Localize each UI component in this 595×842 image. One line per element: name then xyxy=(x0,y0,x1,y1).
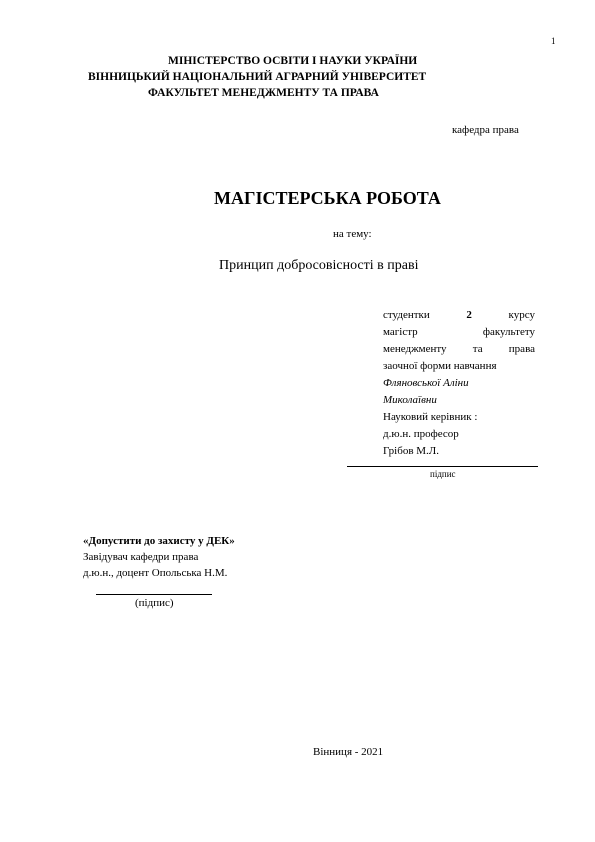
department-name: кафедра права xyxy=(452,124,519,136)
university-name: ВІННИЦЬКИЙ НАЦІОНАЛЬНИЙ АГРАРНИЙ УНІВЕРСИТЕТ xyxy=(88,71,427,83)
head-signature-label: (підпис) xyxy=(135,597,174,609)
student-info-block xyxy=(383,307,535,460)
admission-title: «Допустити до захисту у ДЕК» xyxy=(83,535,235,547)
thesis-topic: Принцип добросовісності в праві xyxy=(219,258,419,273)
signature-line xyxy=(347,466,538,467)
page-number: 1 xyxy=(551,36,556,46)
course-word: курсу xyxy=(508,309,535,321)
faculty-name: ФАКУЛЬТЕТ МЕНЕДЖМЕНТУ ТА ПРАВА xyxy=(148,87,379,99)
student-name-line2: Миколаївни xyxy=(383,394,437,406)
study-form: заочної форми навчання xyxy=(383,360,497,372)
topic-label: на тему: xyxy=(333,228,372,240)
student-name-line1: Фляновської Аліни xyxy=(383,377,469,389)
head-of-department-name: д.ю.н., доцент Опольська Н.М. xyxy=(83,567,228,579)
supervisor-label: Науковий керівник : xyxy=(383,411,478,423)
city-year: Вінниця - 2021 xyxy=(313,746,384,758)
degree-word: магістр xyxy=(383,326,418,338)
student-faculty-line xyxy=(383,341,535,358)
management-word: менеджменту xyxy=(383,343,447,355)
student-course-line xyxy=(383,307,535,324)
head-of-department: Завідувач кафедри права xyxy=(83,551,199,563)
head-signature-line xyxy=(96,594,212,595)
signature-label: підпис xyxy=(430,469,456,479)
student-degree-line xyxy=(383,324,535,341)
law-word: права xyxy=(508,343,535,355)
document-title: МАГІСТЕРСЬКА РОБОТА xyxy=(214,188,441,208)
admission-block xyxy=(83,533,235,581)
supervisor-name: Грібов М.Л. xyxy=(383,445,440,457)
student-word: студентки xyxy=(383,309,430,321)
ministry-name: МІНІСТЕРСТВО ОСВІТИ І НАУКИ УКРАЇНИ xyxy=(168,55,418,67)
course-number: 2 xyxy=(466,309,472,321)
supervisor-degree: д.ю.н. професор xyxy=(383,428,459,440)
and-word: та xyxy=(472,343,483,355)
faculty-word: факультету xyxy=(482,326,535,338)
